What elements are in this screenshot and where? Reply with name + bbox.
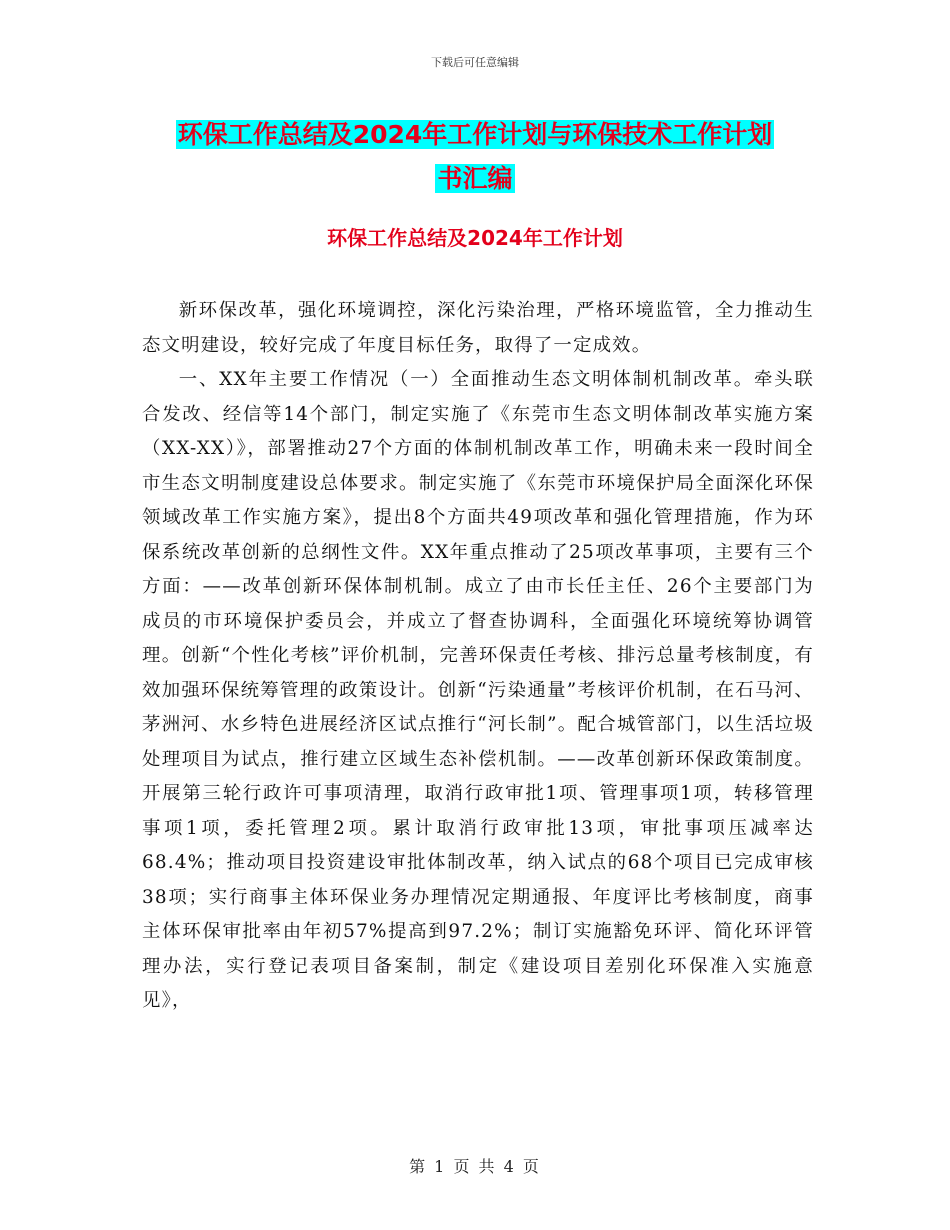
document-title-line2: 书汇编 [437, 164, 513, 193]
section-title: 环保工作总结及2024年工作计划 [327, 226, 623, 250]
document-body [142, 294, 814, 1019]
document-title [0, 113, 950, 201]
header-note: 下载后可任意编辑 [431, 56, 519, 69]
paragraph-intro: 新环保改革，强化环境调控，深化污染治理，严格环境监管，全力推动生态文明建设，较好完成了年度目标任务，取得了一定成效。 [142, 300, 814, 356]
document-title-line1: 环保工作总结及2024年工作计划与环保技术工作计划 [177, 120, 773, 149]
page-footer: 第 1 页 共 4 页 [409, 1157, 541, 1176]
paragraph-main: 一、XX年主要工作情况（一）全面推动生态文明体制机制改革。牵头联合发改、经信等14个部门，制定实施了《东莞市生态文明体制改革实施方案（XX-XX）》，部署推动27个方面的体制机制改革工作，明确未来一段时间全市生态文明制度建设总体要求。制定实施了《东莞市环境保护局全面深化环保领域改革工作实施方案》，提出8个方面共49项改革和强化管理措施，作为环保系统改革创新的总纲性文件。XX年重点推动了25项改革事项，主要有三个方面：——改革创新环保体制机制。成立了由市长任主任、26个主要部门为成员的市环境保护委员会，并成立了督查协调科，全面强化环境统筹协调管理。创新“个性化考核”评价机制，完善环保责任考核、排污总量考核制度，有效加强环保统筹管理的政策设计。创新“污染通量”考核评价机制，在石马河、茅洲河、水乡特色进展经济区试点推行“河长制”。配合城管部门，以生活垃圾处理项目为试点，推行建立区域生态补偿机制。——改革创新环保政策制度。开展第三轮行政许可事项清理，取消行政审批1项、管理事项1项，转移管理事项1项，委托管理2项。累计取消行政审批13项，审批事项压减率达68.4%；推动项目投资建设审批体制改革，纳入试点的68个项目已完成审核38项；实行商事主体环保业务办理情况定期通报、年度评比考核制度，商事主体环保审批率由年初57%提高到97.2%；制订实施豁免环评、简化环评管理办法，实行登记表项目备案制，制定《建设项目差别化环保准入实施意见》， [142, 369, 814, 1011]
